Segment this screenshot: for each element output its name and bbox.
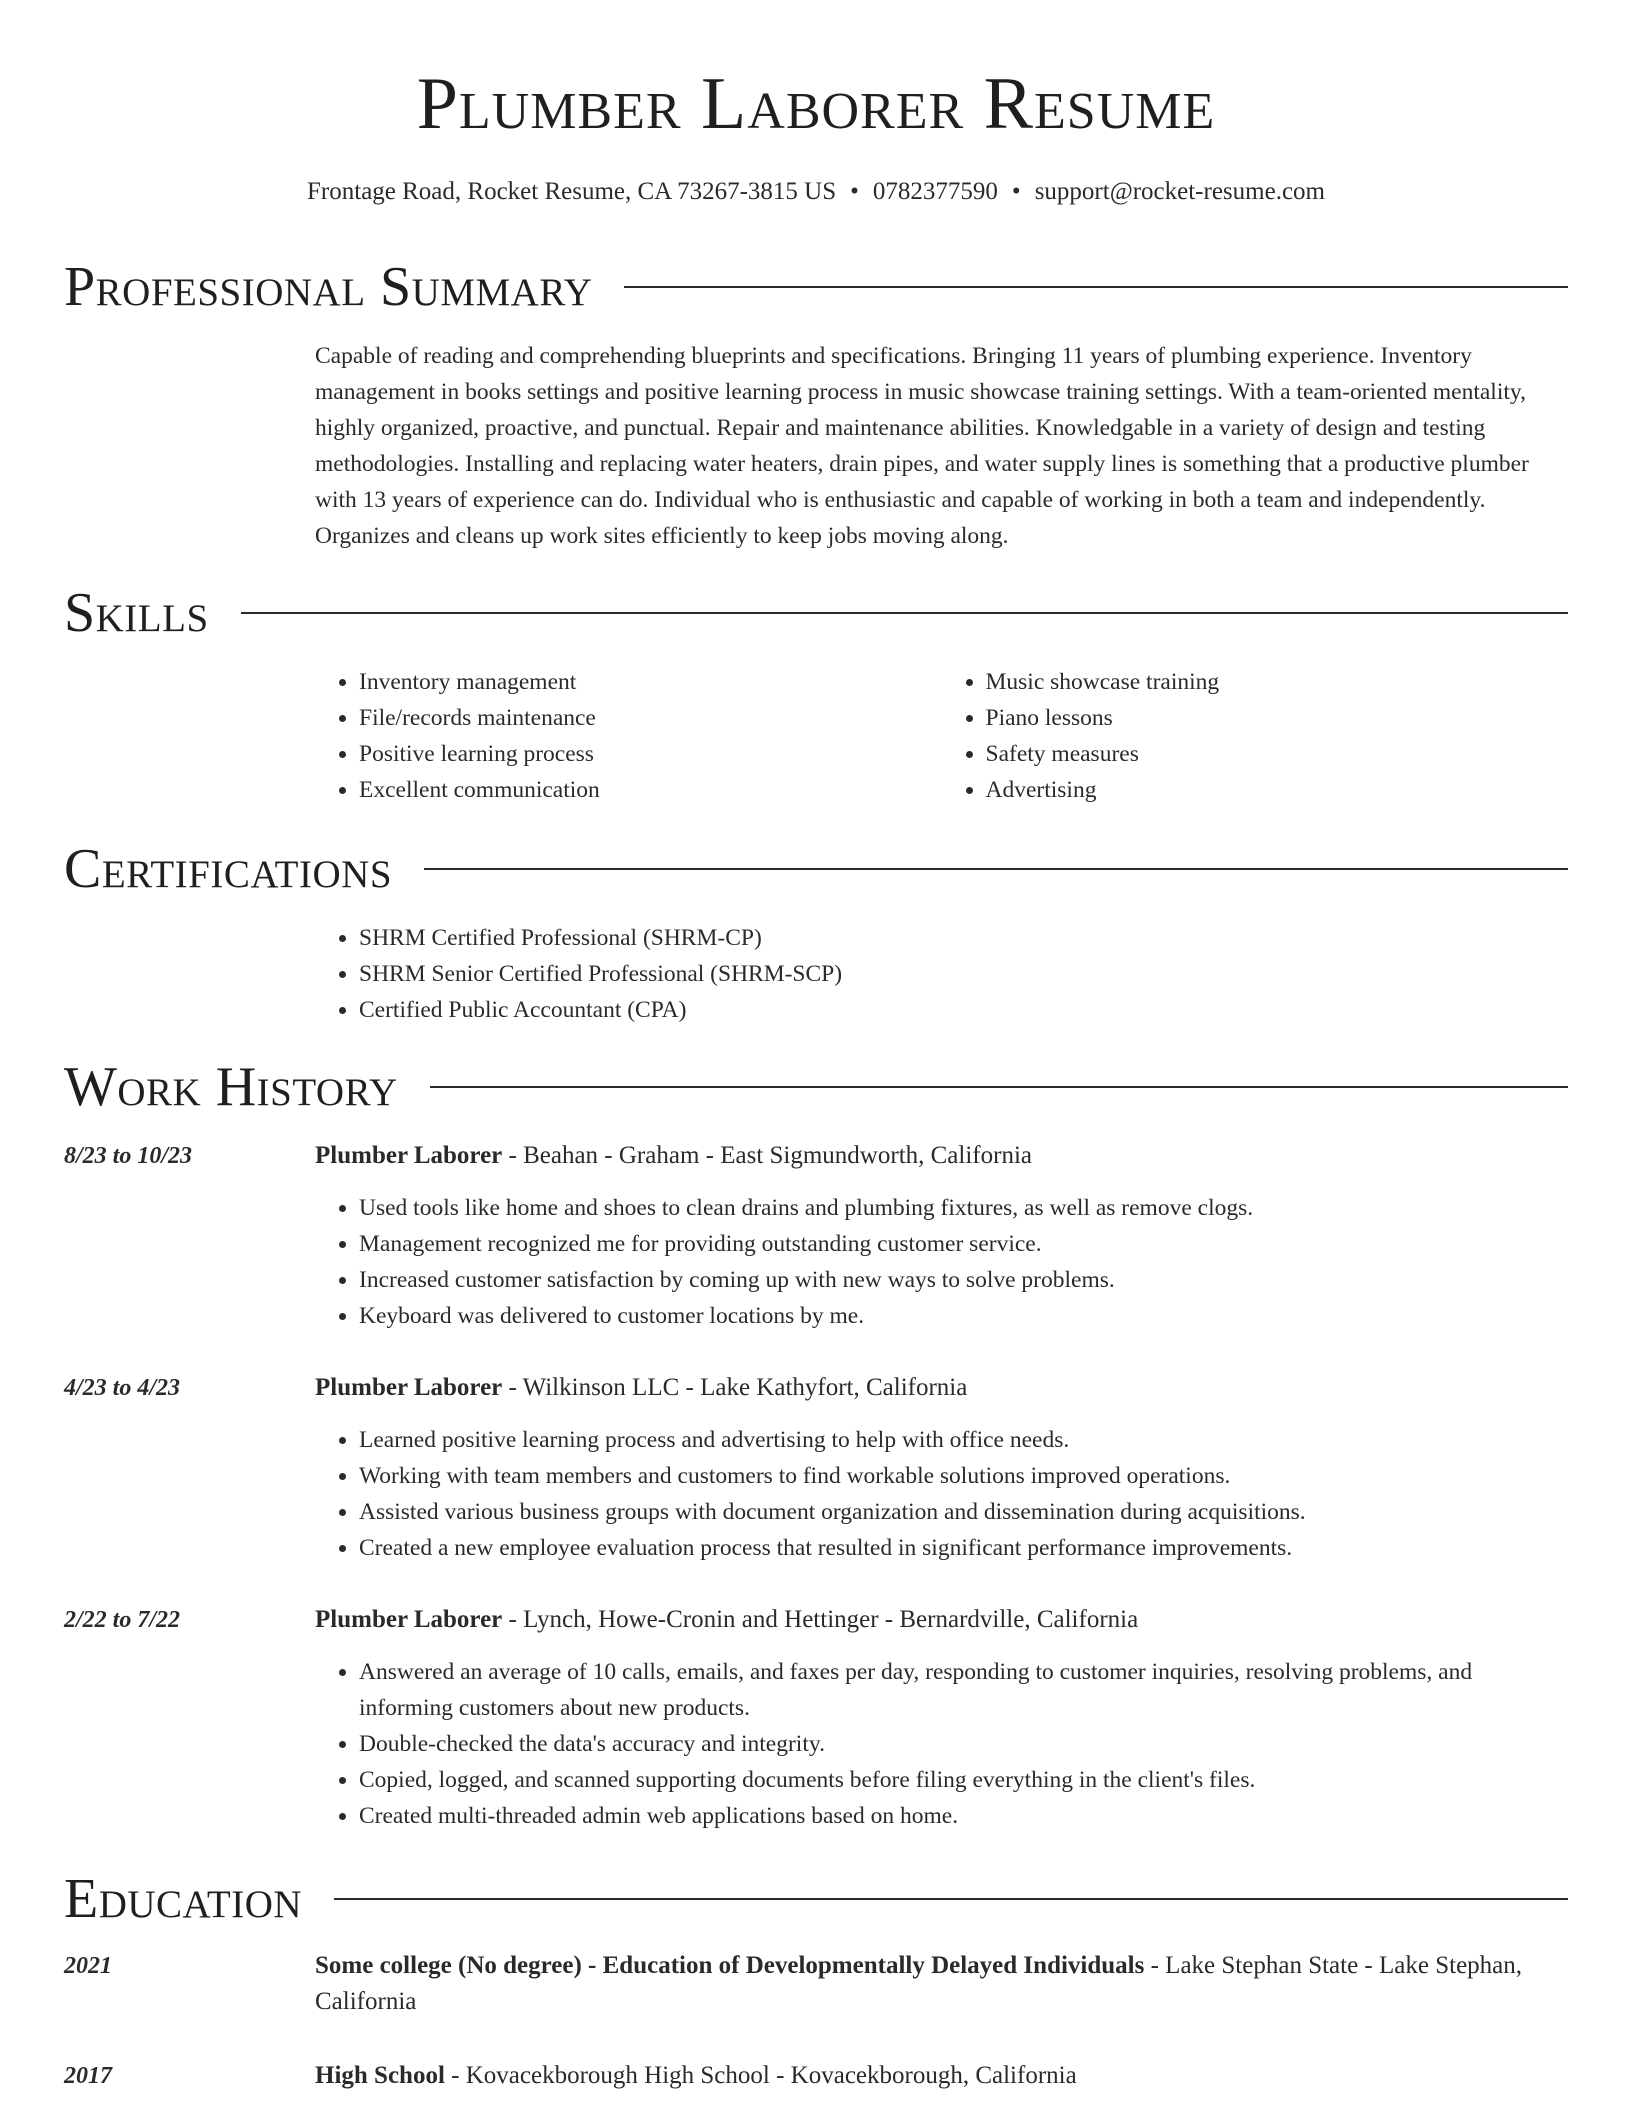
job-bullet: • Answered an average of 10 calls, emails, and faxes per day, responding to customer inquiries, resolving problems, and informing customers about new products. [359,1654,1568,1726]
section-divider [430,1086,1568,1088]
skill-item: • Positive learning process [359,736,942,772]
skills-list-left [315,664,942,808]
skills-section-header [64,582,1568,644]
skill-item: • Excellent communication [359,772,942,808]
job-bullet: • Keyboard was delivered to customer locations by me. [359,1298,1568,1334]
section-title-work: Work History [64,1056,398,1118]
job-heading [315,1138,1568,1174]
education-degree: Some college (No degree) - Education of Developmentally Delayed Individuals [315,1952,1145,1979]
certification-item: • Certified Public Accountant (CPA) [359,992,1568,1028]
email: support@rocket-resume.com [1034,178,1325,205]
section-title-certifications: Certifications [64,838,393,900]
education-entry [315,2058,1568,2094]
summary-section-header [64,256,1568,318]
section-title-summary: Professional Summary [64,256,593,318]
job-entry [315,1602,1568,1834]
summary-body [315,338,1568,554]
job-entry [315,1370,1568,1566]
job-title: Plumber Laborer [315,1374,503,1401]
contact-line [64,174,1568,210]
section-divider [334,1898,1568,1900]
job-bullet: • Working with team members and customers to find workable solutions improved operations. [359,1458,1568,1494]
job-dates: 4/23 to 4/23 [64,1375,181,1401]
job-title: Plumber Laborer [315,1606,503,1633]
job-bullet: • Created a new employee evaluation process that resulted in significant performance improvements. [359,1530,1568,1566]
job-details: - Wilkinson LLC - Lake Kathyfort, California [502,1374,968,1401]
resume-title: Plumber Laborer Resume [416,63,1216,145]
skill-item: • Advertising [986,772,1569,808]
separator: • [1011,178,1021,205]
skill-item: • File/records maintenance [359,700,942,736]
phone: 0782377590 [872,178,998,205]
skills-list-right [942,664,1569,808]
section-divider [624,286,1568,288]
job-heading [315,1602,1568,1638]
job-details: - Beahan - Graham - East Sigmundworth, California [502,1142,1032,1169]
job-entry [315,1138,1568,1334]
summary-text: Capable of reading and comprehending blueprints and specifications. Bringing 11 years of plumbing experience. Inventory management in books settings and positive learning process in music showcase training settings. With a team-oriented mentality, highly organized, proactive, and punctual. Repair and maintenance abilities. Knowledgable in a variety of design and testing methodologies. Installing and replacing water heaters, drain pipes, and water supply lines is something that a productive plumber with 13 years of experience can do. Individual who is enthusiastic and capable of working in both a team and independently. Organizes and cleans up work sites efficiently to keep jobs moving along. [315,343,1529,549]
job-bullet: • Learned positive learning process and advertising to help with office needs. [359,1422,1568,1458]
skill-item: • Inventory management [359,664,942,700]
certifications-section-header [64,838,1568,900]
section-title-skills: Skills [64,582,209,644]
education-details: - Lake Stephan State - Lake Stephan, California [315,1952,1523,2015]
certifications-list [315,920,1568,1028]
education-section-header [64,1868,1568,1930]
job-details: - Lynch, Howe-Cronin and Hettinger - Bernardville, California [502,1606,1139,1633]
separator: • [850,178,859,205]
skill-item: • Piano lessons [986,700,1569,736]
job-bullet: • Created multi-threaded admin web applications based on home. [359,1798,1568,1834]
education-year: 2017 [64,2063,112,2089]
skills-grid [315,664,1568,808]
certification-item: • SHRM Certified Professional (SHRM-CP) [359,920,1568,956]
certification-item: • SHRM Senior Certified Professional (SHRM-SCP) [359,956,1568,992]
work-section-header [64,1056,1568,1118]
address: Frontage Road, Rocket Resume, CA 73267-3815 US [307,178,837,205]
education-entry [315,1948,1568,2020]
education-year: 2021 [64,1953,112,1979]
section-title-education: Education [64,1868,303,1930]
skill-item: • Music showcase training [986,664,1569,700]
job-bullet: • Copied, logged, and scanned supporting documents before filing everything in the client's files. [359,1762,1568,1798]
education-details: - Kovacekborough High School - Kovacekborough, California [444,2062,1077,2089]
job-heading [315,1370,1568,1406]
job-dates: 2/22 to 7/22 [64,1607,181,1633]
section-divider [424,868,1568,870]
job-bullets [315,1654,1568,1834]
education-heading [315,1948,1568,2020]
job-dates: 8/23 to 10/23 [64,1143,193,1169]
job-bullet: • Assisted various business groups with document organization and dissemination during acquisitions. [359,1494,1568,1530]
job-bullets [315,1422,1568,1566]
certifications-body [315,920,1568,1028]
education-degree: High School [315,2062,445,2089]
skills-body [315,664,1568,808]
section-divider [241,612,1568,614]
skill-item: • Safety measures [986,736,1569,772]
education-heading [315,2058,1568,2094]
job-bullet: • Used tools like home and shoes to clean drains and plumbing fixtures, as well as remove clogs. [359,1190,1568,1226]
job-bullets [315,1190,1568,1334]
job-bullet: • Increased customer satisfaction by coming up with new ways to solve problems. [359,1262,1568,1298]
job-bullet: • Double-checked the data's accuracy and integrity. [359,1726,1568,1762]
job-bullet: • Management recognized me for providing outstanding customer service. [359,1226,1568,1262]
job-title: Plumber Laborer [315,1142,503,1169]
